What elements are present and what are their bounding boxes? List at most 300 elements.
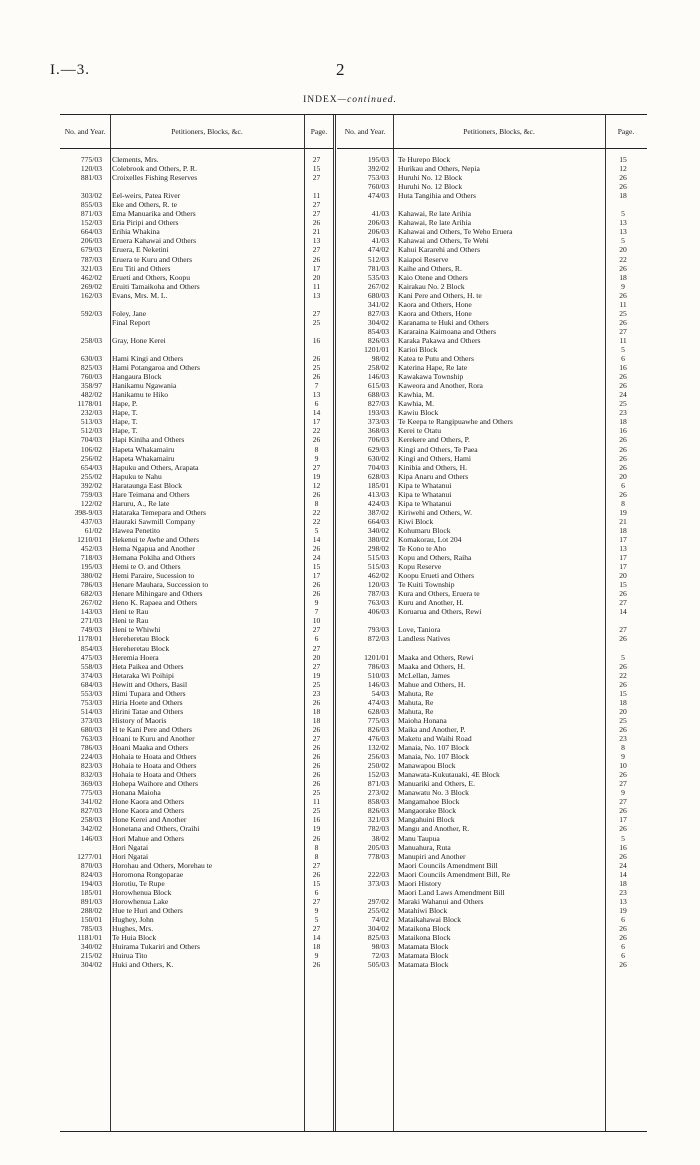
- left-entry-number: 232/03: [80, 408, 102, 418]
- left-entry-name: Hereheretau Block: [112, 643, 170, 653]
- right-entry-page: 14: [619, 607, 627, 617]
- right-entry-number: 298/02: [367, 544, 389, 554]
- left-entry-number: 786/03: [80, 580, 102, 590]
- right-entry-name: Mahue and Others, H.: [398, 679, 466, 689]
- left-entry-name: Clements, Mrs.: [112, 155, 159, 164]
- right-entry-page: 26: [619, 661, 627, 671]
- right-entry-number: 858/03: [367, 797, 389, 807]
- right-entry-number: 304/02: [367, 923, 389, 933]
- left-entry-page: 27: [312, 209, 321, 219]
- left-entry-name: Eruera te Kuru and Others: [112, 254, 193, 264]
- left-entry-number: 763/03: [80, 734, 102, 743]
- left-entry-page: 11: [312, 797, 321, 807]
- left-entry-name: Hapeta Whakamairu: [112, 444, 175, 454]
- right-entry-number: 273/02: [367, 788, 389, 798]
- right-entry-page: 26: [619, 453, 627, 463]
- left-entry-number: 258/03: [80, 815, 102, 825]
- left-entry-number: 855/03: [80, 200, 102, 210]
- left-entry-number: 224/03: [80, 752, 102, 762]
- left-entry-number: 452/03: [80, 544, 102, 554]
- left-entry-page: 8: [314, 444, 319, 454]
- right-entry-page: 25: [619, 399, 627, 409]
- right-entry-number: 41/03: [371, 236, 389, 246]
- left-entry-name: Hami Kingi and Others: [112, 354, 184, 364]
- left-entry-number: 759/03: [80, 489, 102, 499]
- left-entry-number: 664/03: [80, 227, 102, 237]
- left-entry-number: 374/03: [80, 670, 102, 680]
- right-entry-name: Kawiu Block: [398, 408, 439, 418]
- right-entry-page: 8: [621, 743, 625, 753]
- left-entry-page: 19: [312, 824, 321, 834]
- right-entry-number: 793/03: [367, 625, 389, 635]
- left-entry-page: 8: [314, 851, 319, 861]
- col-header-petitioners-left: Petitioners, Blocks, &c.: [110, 115, 304, 149]
- left-entry-page: 26: [312, 869, 321, 879]
- left-entry-page: 15: [312, 562, 321, 572]
- left-entry-name: Eria Piripi and Others: [112, 218, 179, 228]
- left-entry-name: Hape, T.: [112, 426, 138, 436]
- section-reference: I.—3.: [50, 62, 90, 78]
- left-entry-page: 26: [312, 544, 321, 554]
- left-entry-page: 20: [312, 272, 321, 282]
- left-entry-page: 11: [312, 191, 321, 201]
- left-entry-name: Heni te Rau: [112, 607, 149, 617]
- left-entry-number: 342/02: [80, 824, 102, 834]
- right-entry-name: Mataikona Block: [398, 923, 451, 933]
- left-entry-number: 267/02: [80, 598, 102, 608]
- left-entry-name: Horotiu, Te Rupe: [112, 878, 165, 888]
- right-entry-number: 206/03: [367, 227, 389, 237]
- left-entry-number: 358/97: [80, 381, 102, 391]
- left-entry-number: 122/02: [80, 498, 102, 508]
- right-entry-page: 27: [619, 779, 627, 789]
- right-entry-name: Kawakawa Township: [398, 372, 464, 382]
- left-entry-number: 195/03: [80, 562, 102, 572]
- left-entry-page: 27: [312, 245, 321, 255]
- left-entry-number: 185/01: [80, 887, 102, 897]
- left-entry-name: Hangaura Block: [112, 372, 162, 382]
- right-entry-page: 26: [619, 173, 627, 183]
- left-entry-number: 143/03: [80, 607, 102, 617]
- left-entry-number: 369/03: [80, 779, 102, 789]
- left-entry-name: Horomona Rongoparae: [112, 869, 184, 879]
- right-entry-name: Manaia, No. 107 Block: [398, 752, 470, 762]
- right-entry-page: 26: [619, 824, 627, 834]
- left-entry-number: 106/02: [80, 444, 102, 454]
- right-entry-page: 16: [619, 842, 627, 852]
- left-entry-number: 380/02: [80, 571, 102, 581]
- left-entry-number: 340/02: [80, 942, 102, 952]
- right-entry-name: Mahuta, Re: [398, 706, 434, 716]
- right-entry-name: Kingi and Others, Te Paea: [398, 444, 478, 454]
- right-entry-name: Mangahuini Block: [398, 815, 455, 825]
- right-entry-page: 18: [619, 525, 627, 535]
- left-entry-page: 13: [312, 390, 321, 400]
- right-entry-page: 25: [619, 308, 627, 318]
- right-entry-number: 258/02: [367, 363, 389, 373]
- left-entry-name: Honana Maioha: [112, 788, 161, 798]
- right-entry-name: Manupiri and Another: [398, 851, 466, 861]
- left-entry-page: 16: [312, 815, 321, 825]
- right-entry-name: Mahuta, Re: [398, 697, 434, 707]
- right-entry-number: 38/02: [371, 833, 389, 843]
- right-entry-page: 9: [621, 281, 625, 291]
- right-entry-name: Kipa te Whatanui: [398, 480, 452, 490]
- right-entry-number: 392/02: [367, 164, 389, 174]
- left-entry-page: 8: [314, 842, 319, 852]
- right-entry-number: 368/03: [367, 426, 389, 436]
- left-entry-name: Hone Kerei and Another: [112, 815, 187, 825]
- right-entry-page: 16: [619, 426, 627, 436]
- right-entry-number: 827/03: [367, 399, 389, 409]
- right-entry-number: 704/03: [367, 462, 389, 472]
- right-entry-page: 24: [619, 390, 627, 400]
- left-entry-page: 26: [312, 435, 321, 445]
- left-entry-name: Hami Potangaroa and Others: [112, 363, 200, 373]
- left-entry-number: 482/02: [80, 390, 102, 400]
- right-entry-name: Karanama te Huki and Others: [398, 317, 489, 327]
- left-entry-number: 785/03: [80, 923, 102, 933]
- right-entry-number: 535/03: [367, 272, 389, 282]
- right-entry-number: 826/03: [367, 335, 389, 345]
- left-entry-name: Hughes, Mrs.: [112, 923, 154, 933]
- left-entry-page: 21: [312, 227, 321, 237]
- left-entry-page: 9: [314, 453, 319, 463]
- left-entry-page: 9: [314, 951, 319, 961]
- left-entry-name: Eruera, E Neketini: [112, 245, 169, 255]
- right-entry-page: 20: [619, 471, 627, 481]
- right-entry-page: 17: [619, 534, 627, 544]
- right-entry-number: 753/03: [367, 173, 389, 183]
- right-entry-number: 98/02: [371, 354, 389, 364]
- right-entry-number: 688/03: [367, 390, 389, 400]
- left-entry-name: Heta Paikea and Others: [112, 661, 184, 671]
- left-entry-page: 27: [312, 173, 321, 183]
- left-entry-name: Hohaia te Hoata and Others: [112, 752, 197, 762]
- right-entry-number: 826/03: [367, 806, 389, 816]
- right-entry-number: 781/03: [367, 263, 389, 273]
- left-entry-number: 753/03: [80, 697, 102, 707]
- right-entry-name: Te Kono te Aho: [398, 544, 447, 554]
- left-entry-page: 26: [312, 354, 321, 364]
- right-entry-number: 373/03: [367, 417, 389, 427]
- right-entry-page: 11: [619, 335, 627, 345]
- left-entry-page: 14: [312, 408, 321, 418]
- col-header-page-left: Page.: [304, 115, 334, 149]
- right-entry-name: Kipa Anaru and Others: [398, 471, 469, 481]
- column-divider: [393, 115, 394, 1131]
- index-table: [60, 114, 647, 1132]
- right-entry-number: 628/03: [367, 471, 389, 481]
- right-entry-number: 146/03: [367, 679, 389, 689]
- right-entry-name: Te Keepa te Rangipuawhe and Others: [398, 417, 513, 427]
- left-entry-number: 1181/01: [77, 933, 102, 943]
- right-entry-name: Koopu Erueti and Others: [398, 571, 475, 581]
- left-entry-page: 26: [312, 833, 321, 843]
- right-entry-page: 10: [619, 761, 627, 771]
- title-main: INDEX: [303, 95, 338, 105]
- left-entry-number: 206/03: [80, 236, 102, 246]
- left-entry-page: 25: [312, 788, 321, 798]
- left-entry-name: Hape, P.: [112, 399, 138, 409]
- left-entry-page: 15: [312, 878, 321, 888]
- left-entry-number: 288/02: [80, 905, 102, 915]
- left-entry-page: 16: [312, 335, 321, 345]
- left-entry-page: 27: [312, 308, 321, 318]
- col-header-no-year-left: No. and Year.: [60, 115, 110, 149]
- right-entry-page: 26: [619, 933, 627, 943]
- right-entry-name: Kiwi Block: [398, 516, 434, 526]
- left-entry-number: 718/03: [80, 553, 102, 563]
- right-entry-name: Kopu and Others, Raiha: [398, 553, 472, 563]
- left-entry-name: Hapeta Whakamairu: [112, 453, 175, 463]
- right-entry-name: Kairakau No. 2 Block: [398, 281, 465, 291]
- right-entry-name: Maori Councils Amendment Bill: [398, 860, 498, 870]
- right-entry-number: 340/02: [367, 525, 389, 535]
- left-entry-name: Hirini Tatae and Others: [112, 706, 184, 716]
- right-entry-name: Te Kuiti Township: [398, 580, 455, 590]
- left-entry-page: 27: [312, 734, 321, 743]
- right-entry-name: Matamata Block: [398, 951, 449, 961]
- left-entry-number: 775/03: [80, 788, 102, 798]
- right-entry-name: Kaora and Others, Hone: [398, 308, 472, 318]
- right-entry-page: 18: [619, 417, 627, 427]
- right-entry-page: 26: [619, 372, 627, 382]
- right-entry-name: Manuariki and Others, E.: [398, 779, 475, 789]
- right-entry-name: Kaora and Others, Hone: [398, 299, 472, 309]
- left-entry-number: 786/03: [80, 743, 102, 753]
- left-entry-name: Hewitt and Others, Basil: [112, 679, 188, 689]
- left-entry-number: 775/03: [80, 155, 102, 164]
- right-entry-page: 22: [619, 254, 627, 264]
- left-entry-number: 832/03: [80, 770, 102, 780]
- left-entry-name: Te Huia Block: [112, 933, 157, 943]
- right-entry-number: 787/03: [367, 589, 389, 599]
- right-entry-number: 778/03: [367, 851, 389, 861]
- left-entry-page: 27: [312, 896, 321, 906]
- right-entry-name: Kararaina Kaimoana and Others: [398, 326, 497, 336]
- left-entry-name: Heremia Hoera: [112, 652, 159, 662]
- left-entry-page: 18: [312, 706, 321, 716]
- left-entry-page: 6: [314, 887, 319, 897]
- right-entry-number: 826/03: [367, 724, 389, 734]
- left-entry-name: Huirama Tukariri and Others: [112, 942, 200, 952]
- left-entry-number: 512/03: [80, 426, 102, 436]
- left-entry-number: 704/03: [80, 435, 102, 445]
- left-entry-page: 12: [312, 480, 321, 490]
- left-entry-name: Hanikamu te Hiko: [112, 390, 169, 400]
- left-entry-page: 6: [314, 634, 319, 644]
- left-entry-number: 558/03: [80, 661, 102, 671]
- right-entry-number: 41/03: [371, 209, 389, 219]
- left-entry-number: 854/03: [80, 643, 102, 653]
- right-entry-name: Kahawai and Others, Te Wehi: [398, 236, 489, 246]
- left-entry-page: 14: [312, 933, 321, 943]
- left-entry-page: 23: [312, 688, 321, 698]
- right-entry-name: Kahawai and Others, Te Weho Eruera: [398, 227, 513, 237]
- right-entry-number: 132/02: [367, 743, 389, 753]
- right-entry-page: 18: [619, 272, 627, 282]
- left-entry-number: 120/03: [80, 164, 102, 174]
- right-entry-page: 6: [621, 480, 625, 490]
- left-entry-name: Honetana and Others, Oraihi: [112, 824, 200, 834]
- right-entry-number: 205/03: [367, 842, 389, 852]
- right-entry-page: 16: [619, 363, 627, 373]
- right-entry-page: 26: [619, 679, 627, 689]
- right-entry-number: 256/03: [367, 752, 389, 762]
- left-entry-name: Hori Ngatai: [112, 851, 149, 861]
- left-entry-number: 823/03: [80, 761, 102, 771]
- left-entry-page: 27: [312, 155, 321, 164]
- right-entry-name: Kura and Others, Eruera te: [398, 589, 480, 599]
- right-entry-page: 12: [619, 164, 627, 174]
- left-entry-name: Hanikamu Ngawania: [112, 381, 177, 391]
- right-entry-number: 250/02: [367, 761, 389, 771]
- left-entry-number: 1277/01: [77, 851, 102, 861]
- right-entry-page: 26: [619, 489, 627, 499]
- right-entry-number: 98/03: [371, 942, 389, 952]
- right-entry-number: 760/03: [367, 182, 389, 192]
- left-entry-number: 760/03: [80, 372, 102, 382]
- right-entry-number: 1201/01: [364, 344, 389, 354]
- right-entry-name: Kiriwehi and Others, W.: [398, 507, 473, 517]
- left-entry-name: Huirua Tito: [112, 951, 148, 961]
- left-entry-name: Hohaia te Hoata and Others: [112, 761, 197, 771]
- right-entry-number: 474/03: [367, 697, 389, 707]
- right-entry-number: 763/03: [367, 598, 389, 608]
- right-entry-number: 629/03: [367, 444, 389, 454]
- right-entry-number: 255/02: [367, 905, 389, 915]
- right-entry-page: 27: [619, 625, 627, 635]
- right-entry-name: Mahuta, Re: [398, 688, 434, 698]
- left-entry-page: 15: [312, 164, 321, 174]
- right-entry-page: 26: [619, 435, 627, 445]
- right-entry-name: Kani Pere and Others, H. te: [398, 290, 482, 300]
- right-entry-name: McLellan, James: [398, 670, 450, 680]
- left-entry-name: Final Report: [112, 317, 151, 327]
- left-entry-number: 679/03: [80, 245, 102, 255]
- left-entry-number: 891/03: [80, 896, 102, 906]
- left-entry-name: Hape, T.: [112, 417, 138, 427]
- right-entry-number: 206/03: [367, 218, 389, 228]
- right-entry-name: Manawapou Block: [398, 761, 456, 771]
- left-entry-name: Hape, T.: [112, 408, 138, 418]
- right-entry-page: 13: [619, 227, 627, 237]
- left-entry-name: Hawea Penetito: [112, 525, 160, 535]
- right-entry-number: 267/02: [367, 281, 389, 291]
- left-entry-page: 26: [312, 724, 321, 734]
- right-entry-name: Karaka Pakawa and Others: [398, 335, 481, 345]
- right-entry-name: Kaiapoi Reserve: [398, 254, 449, 264]
- right-entry-number: 1201/01: [364, 652, 389, 662]
- right-entry-name: Maioha Honana: [398, 715, 447, 725]
- left-entry-number: 256/02: [80, 453, 102, 463]
- right-entry-number: 515/03: [367, 553, 389, 563]
- left-entry-page: 26: [312, 743, 321, 753]
- right-entry-page: 19: [619, 507, 627, 517]
- left-entry-name: History of Maoris: [112, 715, 167, 725]
- right-entry-number: 474/02: [367, 245, 389, 255]
- left-entry-page: 6: [314, 399, 319, 409]
- right-entry-page: 5: [621, 344, 625, 354]
- left-entry-name: Hohaia te Hoata and Others: [112, 770, 197, 780]
- right-entry-name: Maaka and Others, H.: [398, 661, 465, 671]
- right-entry-page: 18: [619, 697, 627, 707]
- right-entry-name: Manu Taupua: [398, 833, 440, 843]
- left-entry-name: Hone Kaora and Others: [112, 806, 184, 816]
- left-entry-page: 11: [312, 281, 321, 291]
- right-entry-name: Manuahura, Ruta: [398, 842, 451, 852]
- right-entry-name: Kawhia, M.: [398, 390, 435, 400]
- right-entry-name: Kaio Otene and Others: [398, 272, 468, 282]
- left-entry-number: 514/03: [80, 706, 102, 716]
- left-entry-page: 26: [312, 770, 321, 780]
- left-entry-name: Hare Teimana and Others: [112, 489, 190, 499]
- right-entry-page: 5: [621, 652, 625, 662]
- left-entry-number: 1210/01: [77, 534, 102, 544]
- left-entry-number: 304/02: [80, 960, 102, 970]
- right-entry-page: 15: [619, 155, 627, 164]
- right-entry-page: 14: [619, 869, 627, 879]
- right-entry-name: Katerina Hape, Re late: [398, 363, 468, 373]
- right-entry-number: 505/03: [367, 960, 389, 970]
- left-entry-page: 26: [312, 580, 321, 590]
- left-entry-name: Hapuku te Nahu: [112, 471, 162, 481]
- right-entry-name: Komakorau, Lot 204: [398, 534, 462, 544]
- left-entry-name: Erueti and Others, Koopu: [112, 272, 191, 282]
- right-entry-number: 304/02: [367, 317, 389, 327]
- left-entry-number: 321/03: [80, 263, 102, 273]
- left-entry-number: 255/02: [80, 471, 102, 481]
- left-entry-name: Eru Titi and Others: [112, 263, 171, 273]
- right-entry-number: 476/03: [367, 734, 389, 743]
- right-entry-page: 26: [619, 806, 627, 816]
- right-entry-number: 515/03: [367, 562, 389, 572]
- right-entry-number: 424/03: [367, 498, 389, 508]
- left-entry-number: 398-9/03: [74, 507, 102, 517]
- left-entry-page: 17: [312, 571, 321, 581]
- left-entry-number: 680/03: [80, 724, 102, 734]
- left-entry-page: 26: [312, 752, 321, 762]
- left-entry-name: Colebrook and Others, P. R.: [112, 164, 198, 174]
- right-entry-number: 146/03: [367, 372, 389, 382]
- left-entry-number: 61/02: [84, 525, 102, 535]
- right-entry-number: 782/03: [367, 824, 389, 834]
- right-entry-number: 341/02: [367, 299, 389, 309]
- left-entry-name: Hemana Pokiha and Others: [112, 553, 196, 563]
- col-header-page-right: Page.: [605, 115, 647, 149]
- left-entry-number: 553/03: [80, 688, 102, 698]
- left-entry-page: 27: [312, 923, 321, 933]
- right-entry-page: 11: [619, 299, 627, 309]
- right-entry-number: 120/03: [367, 580, 389, 590]
- right-entry-name: Mangamahoe Block: [398, 797, 460, 807]
- left-entry-name: Evans, Mrs. M. L.: [112, 290, 168, 300]
- left-entry-number: 871/03: [80, 209, 102, 219]
- left-entry-page: 22: [312, 426, 321, 436]
- left-entry-page: 20: [312, 652, 321, 662]
- left-entry-page: 7: [314, 381, 319, 391]
- right-entry-page: 6: [621, 951, 625, 961]
- right-entry-page: 23: [619, 887, 627, 897]
- right-entry-number: 321/03: [367, 815, 389, 825]
- left-entry-name: Hone Kaora and Others: [112, 797, 184, 807]
- col-header-petitioners-right: Petitioners, Blocks, &c.: [393, 115, 605, 149]
- right-entry-page: 19: [619, 905, 627, 915]
- left-entry-page: 27: [312, 661, 321, 671]
- left-entry-name: Hoani Maaka and Others: [112, 743, 189, 753]
- left-entry-name: Croixelles Fishing Reserves: [112, 173, 198, 183]
